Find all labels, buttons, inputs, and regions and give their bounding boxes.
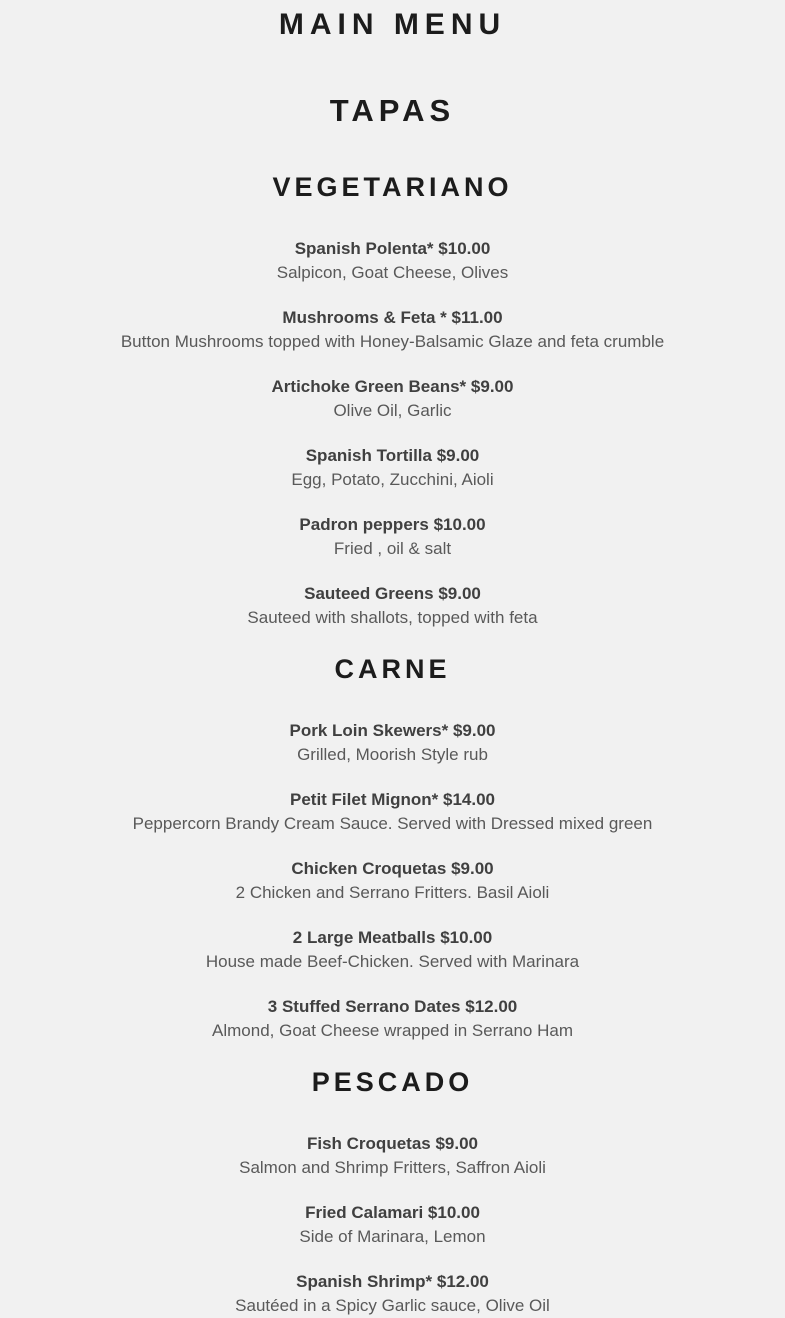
menu-item-name: 3 Stuffed Serrano Dates	[267, 997, 461, 1016]
menu-item-description: Salpicon, Goat Cheese, Olives	[276, 263, 509, 282]
menu-item	[33, 1132, 753, 1180]
menu-item-name: Spanish Tortilla	[305, 446, 432, 465]
menu-item-description: Side of Marinara, Lemon	[299, 1227, 486, 1246]
menu-item-description: 2 Chicken and Serrano Fritters. Basil Aioli	[235, 883, 550, 902]
menu-item	[33, 926, 753, 974]
menu-item-name: Chicken Croquetas	[291, 859, 447, 878]
menu-item-description: Peppercorn Brandy Cream Sauce. Served with Dressed mixed green	[132, 814, 653, 833]
section-title: PESCADO	[311, 1067, 474, 1097]
menu-item-name-price	[33, 375, 753, 399]
menu-item-description: Olive Oil, Garlic	[333, 401, 452, 420]
menu-item-name: Fried Calamari	[305, 1203, 424, 1222]
section-carne	[33, 651, 753, 1043]
menu-item-name: Petit Filet Mignon*	[289, 790, 439, 809]
menu-item	[33, 513, 753, 561]
menu-item-name-price	[33, 1132, 753, 1156]
section-vegetariano	[33, 169, 753, 630]
menu-title: TAPAS	[329, 93, 456, 128]
menu-item-price: $11.00	[451, 308, 503, 327]
menu-item-price: $10.00	[433, 515, 486, 534]
menu-item-description: Sautéed in a Spicy Garlic sauce, Olive Oil	[235, 1296, 550, 1315]
menu-item-name: Spanish Polenta*	[294, 239, 434, 258]
section-pescado	[33, 1064, 753, 1318]
menu-item-price: $9.00	[438, 584, 481, 603]
menu-item-name: Artichoke Green Beans*	[271, 377, 467, 396]
menu-item	[33, 1270, 753, 1318]
menu-item-name-price	[33, 1270, 753, 1294]
menu-item	[33, 444, 753, 492]
menu-item-description: Salmon and Shrimp Fritters, Saffron Aioli	[239, 1158, 546, 1177]
menu-item-price: $10.00	[438, 239, 491, 258]
menu-item	[33, 306, 753, 354]
menu-item	[33, 857, 753, 905]
menu-item-price: $12.00	[436, 1272, 489, 1291]
menu-item-name-price	[33, 719, 753, 743]
menu-page	[33, 0, 753, 1318]
menu-item-name: Pork Loin Skewers*	[289, 721, 449, 740]
menu-item-name: Padron peppers	[299, 515, 429, 534]
menu-item-description: Grilled, Moorish Style rub	[297, 745, 488, 764]
menu-item-price: $9.00	[435, 1134, 479, 1153]
menu-item-description: Almond, Goat Cheese wrapped in Serrano Ham	[212, 1021, 573, 1040]
section-title: VEGETARIANO	[272, 172, 513, 202]
menu-item-price: $10.00	[440, 928, 493, 947]
menu-item-name: Sauteed Greens	[304, 584, 434, 603]
menu-item-name-price	[33, 237, 753, 261]
menu-item-price: $9.00	[452, 721, 496, 740]
menu-item-price: $14.00	[443, 790, 495, 809]
menu-item	[33, 375, 753, 423]
menu-item-name-price	[33, 857, 753, 881]
menu-item-name-price	[33, 444, 753, 468]
menu-item-price: $9.00	[436, 446, 480, 465]
menu-item-price: $10.00	[427, 1203, 480, 1222]
menu-item-description: Sauteed with shallots, topped with feta	[247, 608, 538, 627]
menu-item	[33, 237, 753, 285]
menu-item-price: $9.00	[451, 859, 494, 878]
page-title: MAIN MENU	[278, 8, 507, 41]
menu-item	[33, 1201, 753, 1249]
menu-item-name: 2 Large Meatballs	[292, 928, 436, 947]
menu-item-name-price	[33, 1201, 753, 1225]
menu-item-description: House made Beef-Chicken. Served with Marinara	[205, 952, 580, 971]
menu-item-description: Fried , oil & salt	[333, 539, 452, 558]
menu-item-name-price	[33, 582, 753, 606]
menu-item	[33, 995, 753, 1043]
menu-item-name-price	[33, 306, 753, 330]
menu-item-name-price	[33, 788, 753, 812]
menu-item-description: Egg, Potato, Zucchini, Aioli	[291, 470, 494, 489]
menu-item	[33, 788, 753, 836]
menu-item-price: $12.00	[465, 997, 518, 1016]
menu-item	[33, 582, 753, 630]
menu-item-name: Mushrooms & Feta *	[282, 308, 447, 327]
menu-item-name: Fish Croquetas	[306, 1134, 431, 1153]
menu-item-name: Spanish Shrimp*	[296, 1272, 433, 1291]
menu-item-name-price	[33, 995, 753, 1019]
menu-item-name-price	[33, 513, 753, 537]
menu-item-description: Button Mushrooms topped with Honey-Balsamic Glaze and feta crumble	[120, 332, 665, 351]
section-title: CARNE	[334, 654, 451, 684]
menu-item	[33, 719, 753, 767]
menu-item-price: $9.00	[470, 377, 514, 396]
menu-item-name-price	[33, 926, 753, 950]
